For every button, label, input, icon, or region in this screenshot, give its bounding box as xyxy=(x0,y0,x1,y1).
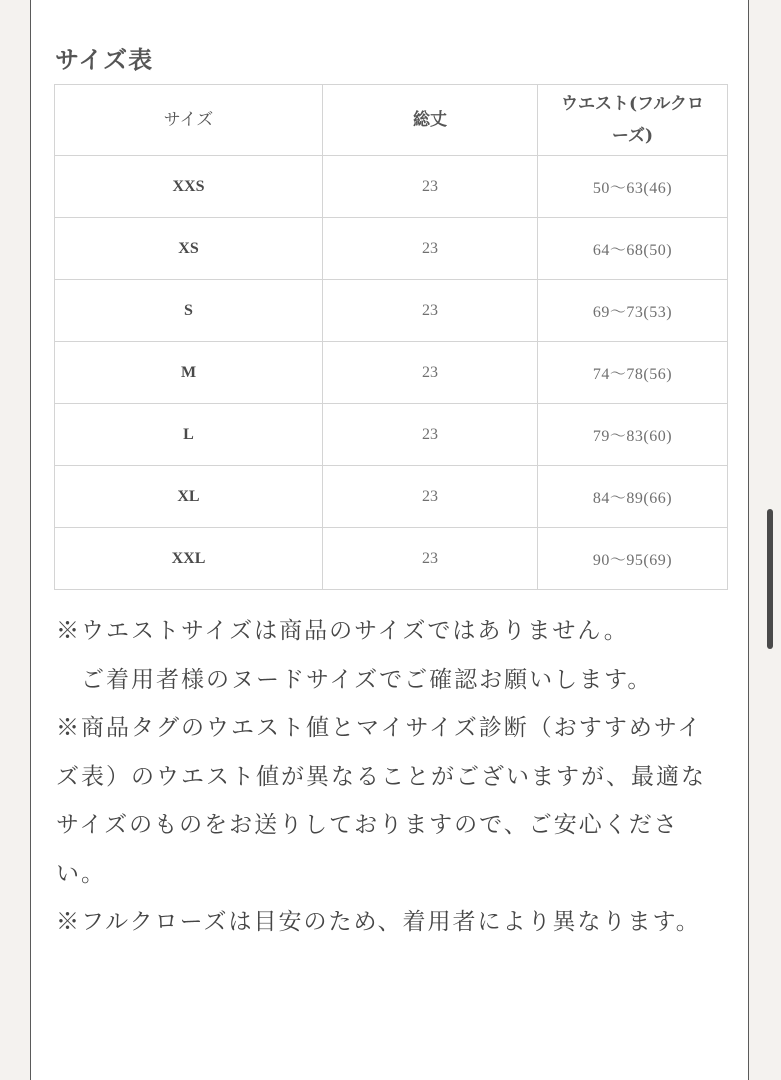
size-cell: XXL xyxy=(55,528,323,590)
table-row xyxy=(55,218,728,280)
length-cell: 23 xyxy=(323,156,538,218)
size-cell: S xyxy=(55,280,323,342)
size-notes xyxy=(56,607,716,947)
length-cell: 23 xyxy=(323,404,538,466)
size-table xyxy=(54,84,728,590)
header-waist-line2: ーズ) xyxy=(611,126,654,146)
table-row xyxy=(55,342,728,404)
note-waist-not-product: ※ウエストサイズは商品のサイズではありません。 xyxy=(56,618,629,644)
table-header-row xyxy=(55,85,728,156)
size-cell: M xyxy=(55,342,323,404)
length-cell: 23 xyxy=(323,280,538,342)
header-length: 総丈 xyxy=(323,85,538,156)
waist-cell: 84〜89(66) xyxy=(538,466,728,528)
content-card xyxy=(30,0,749,1080)
waist-cell: 50〜63(46) xyxy=(538,156,728,218)
table-row xyxy=(55,528,728,590)
length-cell: 23 xyxy=(323,528,538,590)
header-size: サイズ xyxy=(55,85,323,156)
note-full-close: ※フルクローズは目安のため、着用者により異なります。 xyxy=(56,909,701,935)
note-nude-size: ご着用者様のヌードサイズでご確認お願いします。 xyxy=(56,666,653,693)
scrollbar-thumb[interactable] xyxy=(767,509,773,649)
table-row xyxy=(55,466,728,528)
length-cell: 23 xyxy=(323,466,538,528)
length-cell: 23 xyxy=(323,218,538,280)
size-cell: XXS xyxy=(55,156,323,218)
waist-cell: 90〜95(69) xyxy=(538,528,728,590)
waist-cell: 69〜73(53) xyxy=(538,280,728,342)
table-row xyxy=(55,280,728,342)
header-waist xyxy=(538,85,728,156)
note-tag-vs-diagnosis: ※商品タグのウエスト値とマイサイズ診断（おすすめサイズ表）のウエスト値が異なることがございますが、最適なサイズのものをお送りしておりますので、ご安心ください。 xyxy=(56,715,706,887)
size-cell: XS xyxy=(55,218,323,280)
size-chart-title: サイズ表 xyxy=(55,45,154,74)
waist-cell: 64〜68(50) xyxy=(538,218,728,280)
waist-cell: 79〜83(60) xyxy=(538,404,728,466)
length-cell: 23 xyxy=(323,342,538,404)
size-cell: XL xyxy=(55,466,323,528)
table-row xyxy=(55,404,728,466)
waist-cell: 74〜78(56) xyxy=(538,342,728,404)
table-row xyxy=(55,156,728,218)
header-waist-line1: ウエスト(フルクロ xyxy=(560,94,705,114)
size-cell: L xyxy=(55,404,323,466)
